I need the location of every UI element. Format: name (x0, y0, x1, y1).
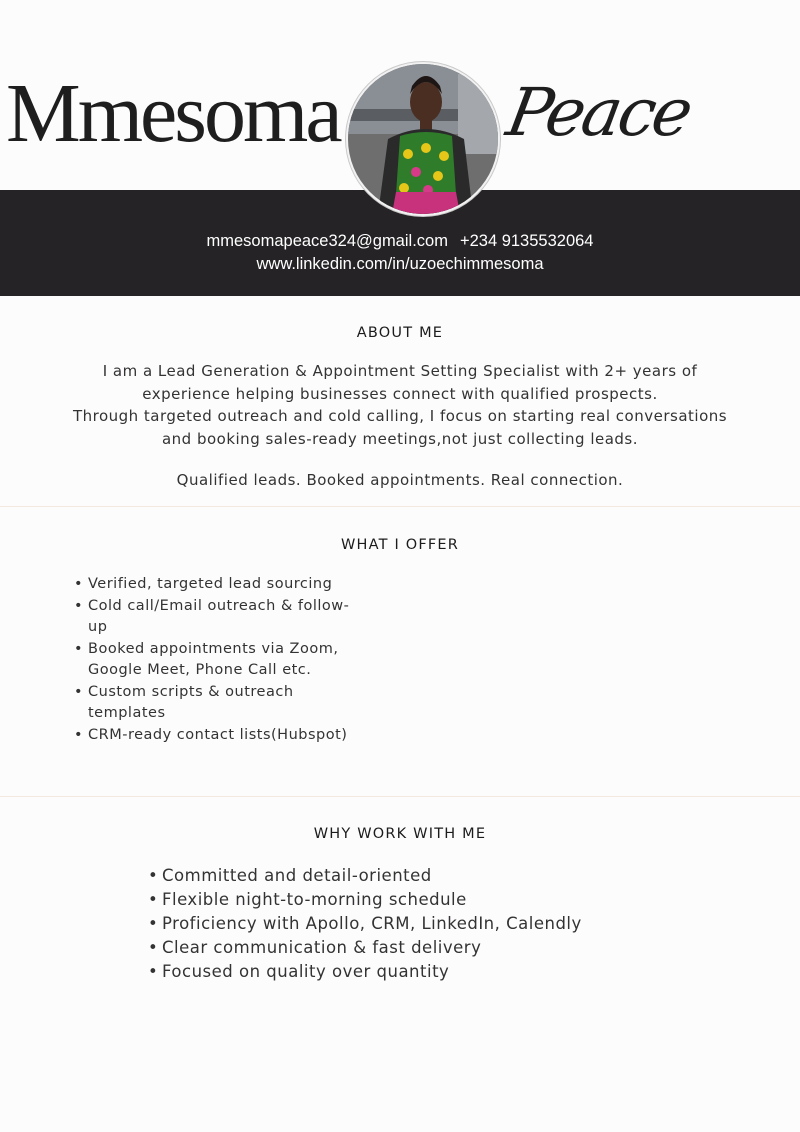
about-line: and booking sales-ready meetings,not just collecting leads. (161, 429, 639, 448)
list-item: • Booked appointments via Zoom, Google Meet, Phone Call etc. (74, 640, 339, 678)
tagline: Qualified leads. Booked appointments. Real connection. (176, 471, 624, 489)
why-list (148, 864, 668, 984)
bullet: • (74, 597, 84, 614)
section-divider (0, 506, 800, 507)
bullet: • (148, 938, 159, 957)
list-item: • Custom scripts & outreach templates (74, 683, 294, 721)
offer-title: WHAT I OFFER (340, 537, 460, 553)
contact-line-primary (0, 232, 800, 251)
first-name: Mmesoma (6, 67, 340, 160)
bullet: • (148, 962, 159, 981)
list-item: • Verified, targeted lead sourcing (74, 574, 364, 596)
list-item: • Flexible night-to-morning schedule (148, 888, 668, 912)
list-item: • Committed and detail-oriented (148, 864, 668, 888)
bullet: • (148, 866, 159, 885)
last-name-script: Peace (501, 74, 696, 151)
offer-list (74, 574, 364, 746)
why-title: WHY WORK WITH ME (313, 826, 487, 842)
section-divider (0, 796, 800, 797)
about-title: ABOUT ME (356, 325, 444, 341)
bullet: • (74, 640, 84, 657)
about-text (40, 360, 760, 450)
bullet: • (74, 576, 84, 592)
bullet: • (74, 683, 84, 700)
list-item: • Clear communication & fast delivery (148, 936, 668, 960)
bullet: • (148, 890, 159, 909)
bullet: • (74, 726, 84, 743)
about-line: Through targeted outreach and cold calling, I focus on starting real conversations (72, 407, 728, 425)
list-item: • Cold call/Email outreach & follow-up (74, 597, 350, 635)
list-item: • CRM-ready contact lists(Hubspot) (74, 725, 364, 747)
list-item: • Focused on quality over quantity (148, 960, 668, 984)
profile-photo (346, 62, 500, 216)
phone-text: +234 9135532064 (459, 232, 594, 250)
bullet: • (148, 914, 159, 933)
email-text: mmesomapeace324@gmail.com (206, 232, 448, 250)
list-item: • Proficiency with Apollo, CRM, LinkedIn, Calendly (148, 912, 668, 936)
about-line: experience helping businesses connect with qualified prospects. (142, 384, 658, 403)
linkedin-text: www.linkedin.com/in/uzoechimmesoma (256, 255, 544, 273)
about-line: I am a Lead Generation & Appointment Setting Specialist with 2+ years of (102, 362, 698, 380)
